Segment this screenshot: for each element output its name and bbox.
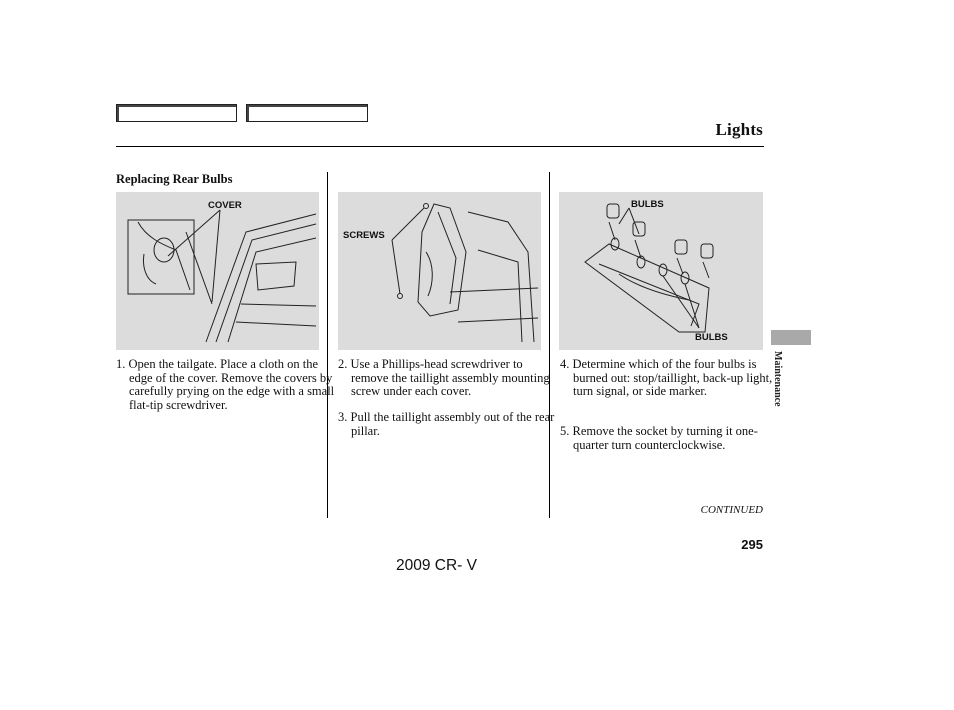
step-1-text: 1. Open the tailgate. Place a cloth on the edge of the cover. Remove the covers by carefully prying on the edge with a small flat-tip screwdriver.: [116, 357, 335, 412]
step-2-text: 2. Use a Phillips-head screwdriver to remove the taillight assembly mounting screw under each cover.: [338, 357, 550, 398]
step-5-text: 5. Remove the socket by turning it one-quarter turn counterclockwise.: [560, 424, 758, 452]
callout-bulbs-top: BULBS: [631, 199, 664, 210]
section-tab-maintenance[interactable]: [771, 330, 811, 345]
figure-bulb-sockets: [559, 192, 763, 350]
column-divider: [327, 172, 328, 518]
figure-cover-removal: [116, 192, 319, 350]
callout-bulbs-bottom: BULBS: [695, 332, 728, 343]
bulbs-illustration: [559, 192, 763, 350]
page-title: Lights: [715, 120, 763, 139]
section-tab-label: Maintenance: [772, 351, 783, 407]
column-divider: [549, 172, 550, 518]
taillight-screws-illustration: [338, 192, 541, 350]
callout-screws: SCREWS: [343, 230, 385, 241]
nav-button-next[interactable]: [246, 104, 368, 122]
callout-cover: COVER: [208, 200, 242, 211]
step-3-text: 3. Pull the taillight assembly out of the rear pillar.: [338, 410, 555, 438]
nav-button-previous[interactable]: [116, 104, 237, 122]
page-number: 295: [741, 537, 763, 552]
figure-screw-removal: [338, 192, 541, 350]
step-4-text: 4. Determine which of the four bulbs is burned out: stop/taillight, back-up light, turn signal, or side marker.: [560, 357, 773, 398]
section-heading: Replacing Rear Bulbs: [116, 172, 233, 186]
continued-note: CONTINUED: [700, 504, 763, 516]
footer-model-year: 2009 CR- V: [396, 557, 477, 574]
title-divider: [116, 146, 764, 147]
cover-illustration: [116, 192, 319, 350]
